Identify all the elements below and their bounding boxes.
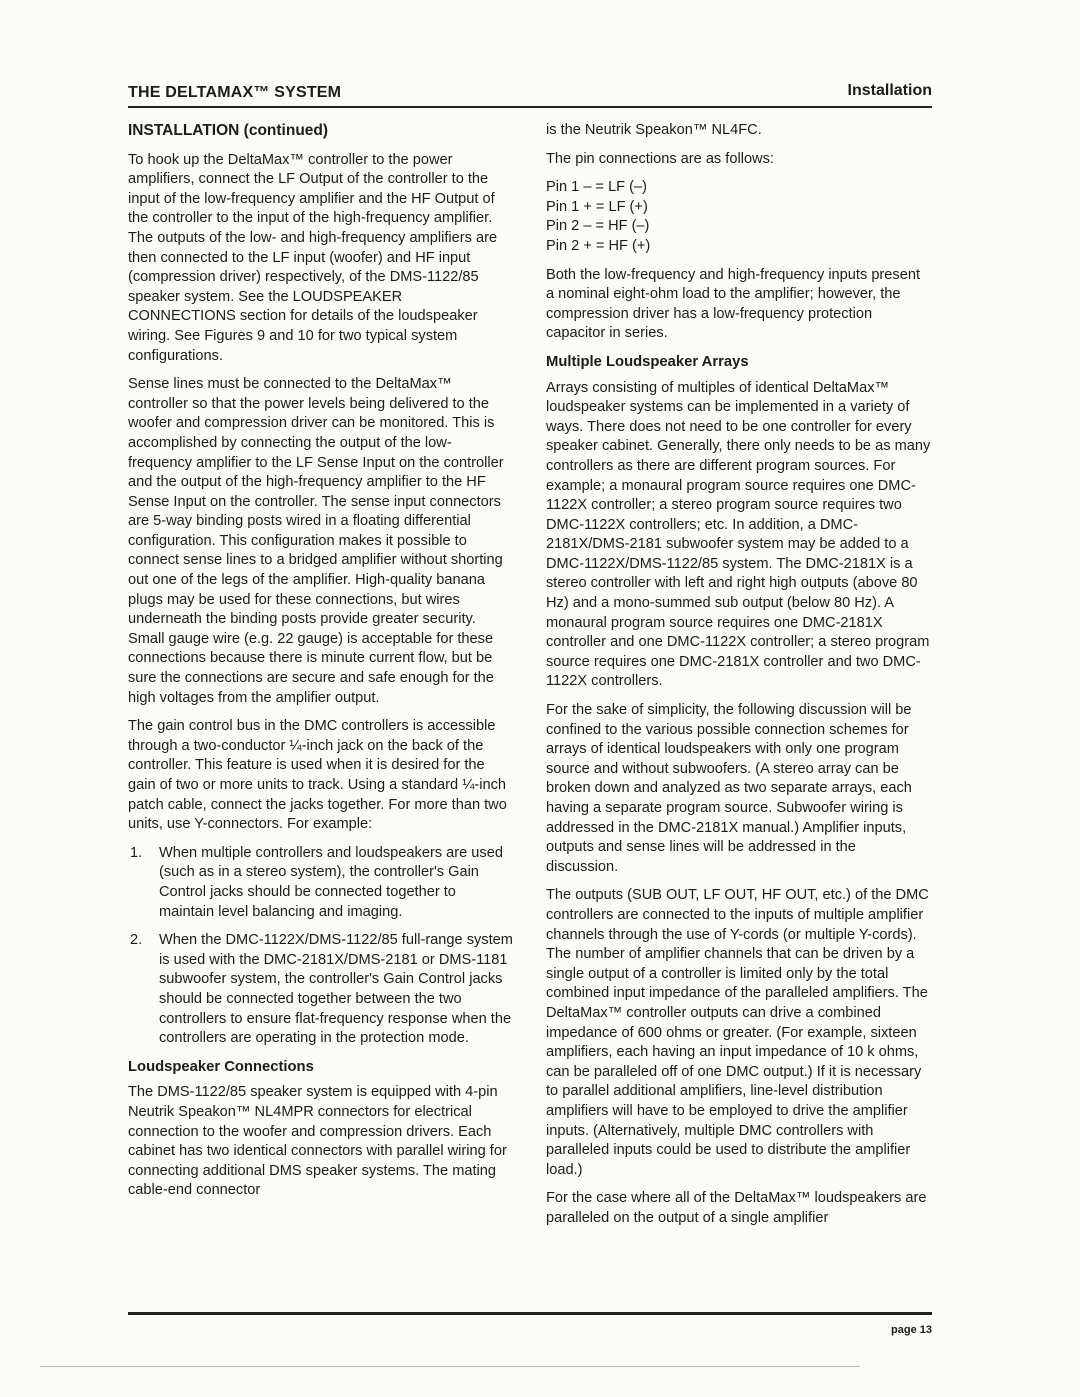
paragraph-connector: is the Neutrik Speakon™ NL4FC. [546, 122, 762, 138]
paragraph-paralleled: For the case where all of the DeltaMax™ loudspeakers are paralleled on the output of a single amplifier [546, 1190, 927, 1226]
list-item-text: When multiple controllers and loudspeakers are used (such as in a stereo system), the controller's Gain Control jacks should be connected together to maintain level balancing and imaging. [159, 844, 503, 920]
list-item-number: 1. [130, 844, 143, 861]
scan-edge-line [40, 1366, 860, 1367]
page-header [128, 82, 932, 108]
paragraph-hookup: To hook up the DeltaMax™ controller to the power amplifiers, connect the LF Output of the controller to the input of the low-frequency amplifier and the HF Output of the controller to the input of the high-frequency amplifier. The outputs of the low- and high-frequency amplifiers are then connected to the LF input (woofer) and HF input (compression driver) respectively, of the DMS-1122/85 speaker system. See the LOUDSPEAKER CONNECTIONS section for details of the loudspeaker wiring. See Figures 9 and 10 for two typical system configurations. [128, 151, 498, 364]
header-title: THE DELTAMAX™ SYSTEM [128, 84, 342, 101]
list-item-text: When the DMC-1122X/DMS-1122/85 full-range system is used with the DMC-2181X/DMS-2181 or DMS-1181 subwoofer system, the controller's Gain Control jacks should be connected together between the two controllers to ensure flat-frequency response when the controllers are operating in the protection mode. [159, 932, 513, 1047]
pin-line: Pin 1 + = LF (+) [546, 198, 648, 215]
paragraph-simplicity: For the sake of simplicity, the following discussion will be confined to the various possible connection schemes for arrays of identical loudspeakers with only one program source and without subwoofers. (A stereo array can be broken down and analyzed as two separate arrays, each having a separate program source. Subwoofer wiring is addressed in the DMC-2181X manual.) Amplifier inputs, outputs and sense lines will be addressed in the discussion. [546, 702, 912, 875]
paragraph-pin-intro: The pin connections are as follows: [546, 150, 774, 167]
numbered-list [128, 844, 514, 1049]
pin-line: Pin 2 + = HF (+) [546, 237, 651, 254]
right-column [546, 121, 932, 1237]
pin-line: Pin 1 – = LF (–) [546, 179, 647, 196]
list-item [128, 844, 514, 922]
subheading-multiple-arrays: Multiple Loudspeaker Arrays [546, 353, 749, 370]
footer-rule [128, 1312, 932, 1315]
paragraph-outputs: The outputs (SUB OUT, LF OUT, HF OUT, etc.) of the DMC controllers are connected to the inputs of multiple amplifier channels through the use of Y-cords (or multiple Y-cords). The number of amplifier channels that can be driven by a single output of a controller is limited only by the total combined input impedance of the paralleled amplifiers. The DeltaMax™ controller outputs can drive a combined impedance of 600 ohms or greater. (For example, sixteen amplifiers, each having an input impedance of 10 k ohms, can be paralleled off of one DMC output.) If it is necessary to parallel additional amplifiers, line-level distribution amplifiers will have to be employed to drive the amplifier inputs. (Alternatively, multiple DMC controllers with paralleled inputs could be used to distribute the amplifier load.) [546, 887, 929, 1178]
paragraph-sense-lines: Sense lines must be connected to the DeltaMax™ controller so that the power levels being delivered to the woofer and compression driver can be monitored. This is accomplished by connecting the output of the low-frequency amplifier to the LF Sense Input on the controller and the output of the high-frequency amplifier to the HF Sense Input on the controller. The sense input connectors are 5-way binding posts wired in a floating differential configuration. This configuration makes it possible to connect sense lines to a bridged amplifier without shorting out one of the legs of the amplifier. High-quality banana plugs may be used for these connections, but wires underneath the binding posts provide greater security. Small gauge wire (e.g. 22 gauge) is acceptable for these connections because there is minute current flow, but be sure the connections are secure and safe enough for the high voltages from the amplifier output. [128, 376, 504, 706]
paragraph-arrays: Arrays consisting of multiples of identical DeltaMax™ loudspeaker systems can be implemented in a variety of ways. There does not need to be one controller for every speaker cabinet. Generally, there only needs to be as many controllers as there are different program sources. For example; a monaural program source requires one DMC-1122X controller; a stereo program source requires two DMC-1122X controllers; etc. In addition, a DMC-2181X/DMS-2181 subwoofer system may be added to a DMC-1122X/DMS-1122/85 system. The DMC-2181X is a stereo controller with left and right high outputs (above 80 Hz) and a mono-summed sub output (below 80 Hz). A monaural program source requires one DMC-2181X controller and one DMC-1122X controller; a stereo program source requires one DMC-2181X controller and two DMC-1122X controllers. [546, 379, 931, 690]
page-number: page 13 [891, 1324, 932, 1336]
section-title: INSTALLATION (continued) [128, 122, 329, 139]
paragraph-loudspeaker-connections: The DMS-1122/85 speaker system is equipped with 4-pin Neutrik Speakon™ NL4MPR connectors for electrical connection to the woofer and compression drivers. Each cabinet has two identical connectors with parallel wiring for connecting additional DMS speaker systems. The mating cable-end connector [128, 1084, 507, 1199]
list-item-number: 2. [130, 932, 143, 949]
paragraph-inputs: Both the low-frequency and high-frequency inputs present a nominal eight-ohm load to the amplifier; however, the compression driver has a low-frequency protection capacitor in series. [546, 266, 920, 342]
pin-list [546, 178, 932, 256]
list-item [128, 931, 514, 1049]
pin-line: Pin 2 – = HF (–) [546, 218, 650, 235]
subheading-loudspeaker-connections: Loudspeaker Connections [128, 1058, 314, 1075]
paragraph-gain-control: The gain control bus in the DMC controllers is accessible through a two-conductor ¼-inch jack on the back of the controller. This feature is used when it is desired for the gain of two or more units to track. Using a standard ¼-inch patch cable, connect the jacks together. For more than two units, use Y-connectors. For example: [128, 718, 507, 833]
header-section: Installation [847, 82, 932, 99]
left-column [128, 121, 514, 1210]
